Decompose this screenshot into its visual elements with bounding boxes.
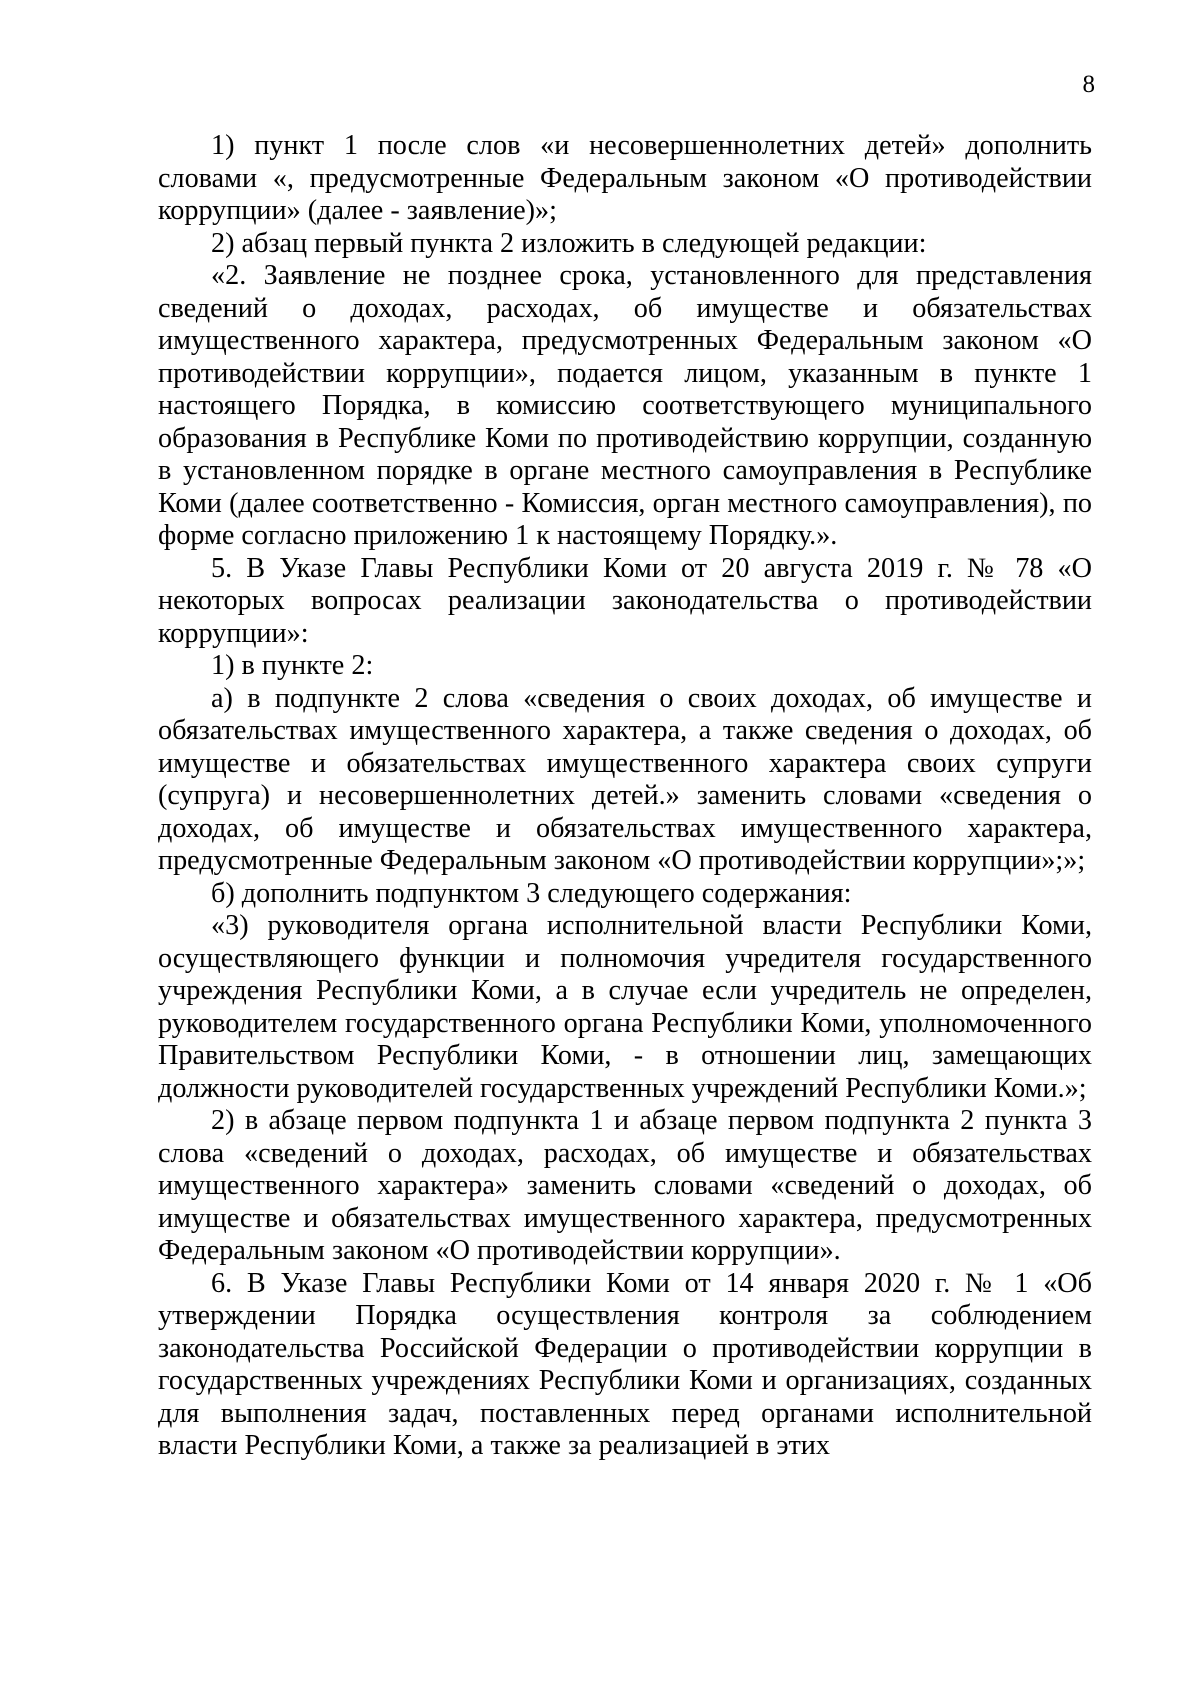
paragraph-subitem-b: б) дополнить подпунктом 3 следующего содержания:: [211, 877, 852, 909]
paragraph-section-5-item-1: 1) в пункте 2:: [211, 650, 374, 681]
paragraph-amend-item-1: 1) пункт 1 после слов «и несовершеннолетних детей» дополнить словами «, предусмотренные Федеральным законом «О противодействии коррупции» (далее - заявление)»;: [158, 130, 1092, 226]
paragraph-quoted-subitem-3: «3) руководителя органа исполнительной власти Республики Коми, осуществляющего функции и полномочия учредителя государственного учреждения Республики Коми, а в случае если учредитель не определен, руководителем государственного органа Республики Коми, уполномоченного Правительством Республики Коми, - в отношении лиц, замещающих должности руководителей государственных учреждений Республики Коми.»;: [158, 910, 1092, 1104]
paragraph-section-5: 5. В Указе Главы Республики Коми от 20 августа 2019 г. № 78 «О некоторых вопросах реализации законодательства о противодействии коррупции»:: [158, 552, 1092, 649]
paragraph-quoted-item-2: «2. Заявление не позднее срока, установленного для представления сведений о доходах, расходах, об имуществе и обязательствах имущественного характера, предусмотренных Федеральным законом «О противодействии коррупции», подается лицом, указанным в пункте 1 настоящего Порядка, в комиссию соответствующего муниципального образования в Республике Коми по противодействию коррупции, созданную в установленном порядке в органе местного самоуправления в Республике Коми (далее соответственно - Комиссия, орган местного самоуправления), по форме согласно приложению 1 к настоящему Порядку.».: [158, 260, 1092, 551]
paragraph-subitem-a: а) в подпункте 2 слова «сведения о своих доходах, об имуществе и обязательствах имущественного характера, а также сведения о доходах, об имуществе и обязательствах имущественного характера своих супруги (супруга) и несовершеннолетних детей.» заменить словами «сведения о доходах, об имуществе и обязательствах имущественного характера, предусмотренные Федеральным законом «О противодействии коррупции»;»;: [158, 682, 1092, 876]
paragraph-amend-item-2: 2) абзац первый пункта 2 изложить в следующей редакции:: [211, 227, 927, 259]
page-number: 8: [1082, 71, 1095, 98]
paragraph-section-5-item-2: 2) в абзаце первом подпункта 1 и абзаце первом подпункта 2 пункта 3 слова «сведений о доходах, расходах, об имуществе и обязательствах имущественного характера» заменить словами «сведений о доходах, об имуществе и обязательствах имущественного характера, предусмотренных Федеральным законом «О противодействии коррупции».: [158, 1105, 1092, 1266]
paragraph-section-6: 6. В Указе Главы Республики Коми от 14 января 2020 г. № 1 «Об утверждении Порядка осуществления контроля за соблюдением законодательства Российской Федерации о противодействии коррупции в государственных учреждениях Республики Коми и организациях, созданных для выполнения задач, поставленных перед органами исполнительной власти Республики Коми, а также за реализацией в этих: [158, 1267, 1092, 1461]
document-body: [158, 130, 1092, 1463]
